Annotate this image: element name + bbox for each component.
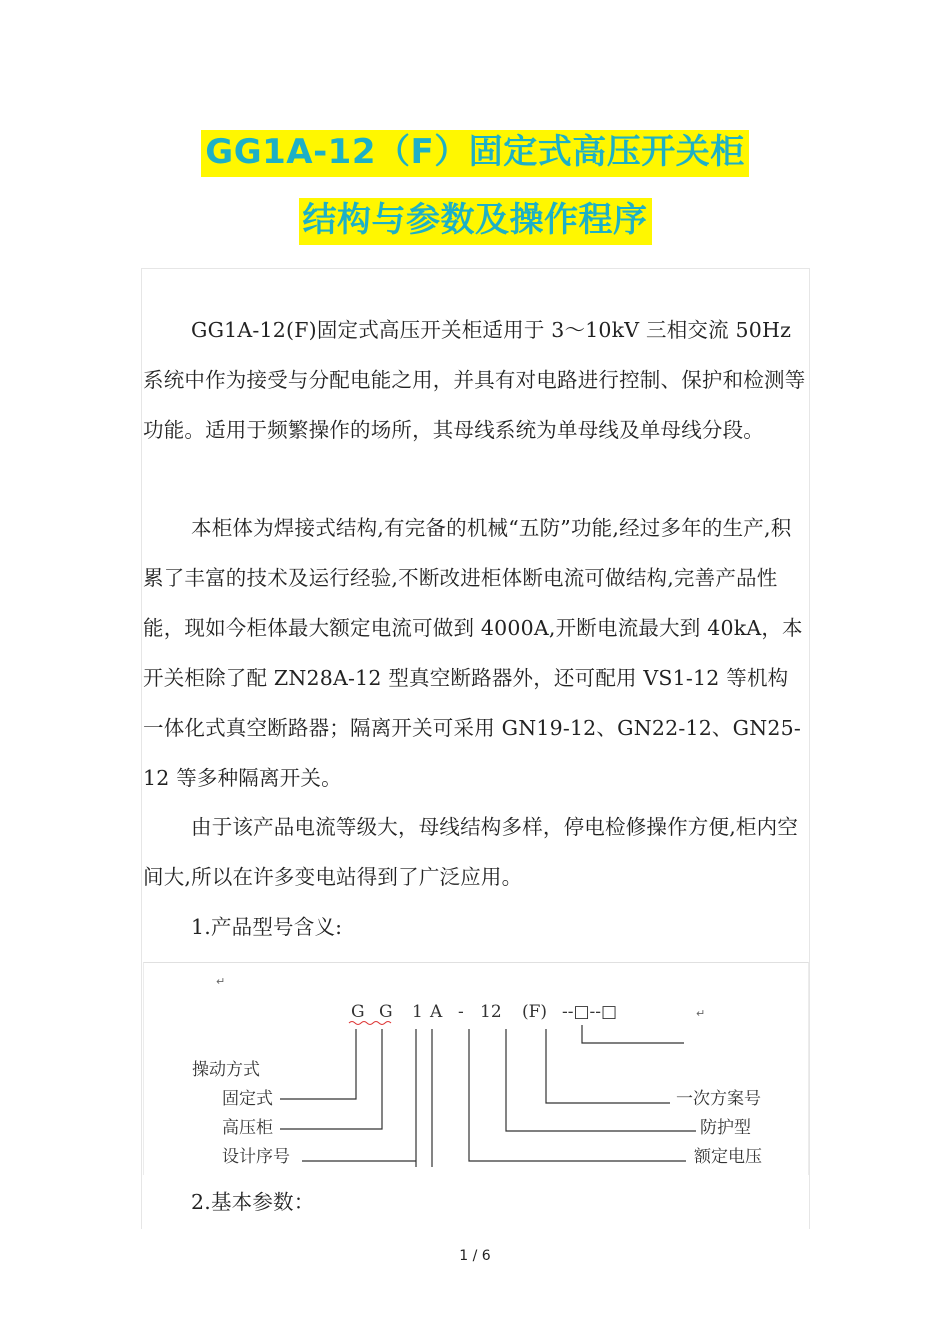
paragraph-usage: 由于该产品电流等级大，母线结构多样，停电检修操作方便,柜内空间大,所以在许多变电站得到了广泛应用。: [143, 815, 799, 889]
label-high-voltage-cabinet: 高压柜: [222, 1118, 273, 1138]
section-heading-basic-parameters: 2.基本参数：: [191, 1190, 315, 1214]
model-part-dash: -: [458, 1002, 464, 1022]
document-title-line-1: GG1A-12（F）固定式高压开关柜: [0, 124, 950, 173]
page-number: 1 / 6: [459, 1248, 491, 1264]
model-part-scheme-boxes: --□--□: [562, 1002, 618, 1022]
model-part-f: (F): [522, 1002, 548, 1022]
return-mark: ↵: [216, 975, 226, 988]
model-part-a: A: [430, 1002, 443, 1022]
model-part-12: 12: [480, 1002, 502, 1022]
label-rated-voltage: 额定电压: [694, 1147, 762, 1167]
section-heading-model-meaning: 1.产品型号含义:: [191, 915, 343, 939]
return-mark-model: ↵: [696, 1007, 706, 1020]
paragraph-structure: 本柜体为焊接式结构,有完备的机械“五防”功能,经过多年的生产,积累了丰富的技术及运行经验,不断改进柜体断电流可做结构,完善产品性能，现如今柜体最大额定电流可做到 4000A,开断电流最大到 40kA，本开关柜除了配 ZN28A-12 型真空断路器外，还可配用 VS1-12 等机构一体化式真空断路器；隔离开关可采用 GN19-12、GN22-12、GN25-12 等多种隔离开关。: [143, 516, 803, 790]
label-protection-type: 防护型: [700, 1118, 751, 1138]
label-operating-mode: 操动方式: [192, 1060, 260, 1080]
label-fixed-type: 固定式: [222, 1089, 273, 1109]
label-primary-scheme: 一次方案号: [676, 1089, 761, 1109]
model-part-g2: G: [379, 1002, 393, 1022]
model-part-g1: G: [351, 1002, 365, 1022]
paragraph-application: GG1A-12(F)固定式高压开关柜适用于 3～10kV 三相交流 50Hz 系统中作为接受与分配电能之用，并具有对电路进行控制、保护和检测等功能。适用于频繁操作的场所，其母线系统为单母线及单母线分段。: [143, 318, 806, 442]
document-title-line-2: 结构与参数及操作程序: [0, 192, 950, 241]
model-designation-diagram: [143, 962, 809, 1175]
label-design-serial: 设计序号: [222, 1147, 290, 1167]
model-part-1: 1: [412, 1002, 423, 1022]
